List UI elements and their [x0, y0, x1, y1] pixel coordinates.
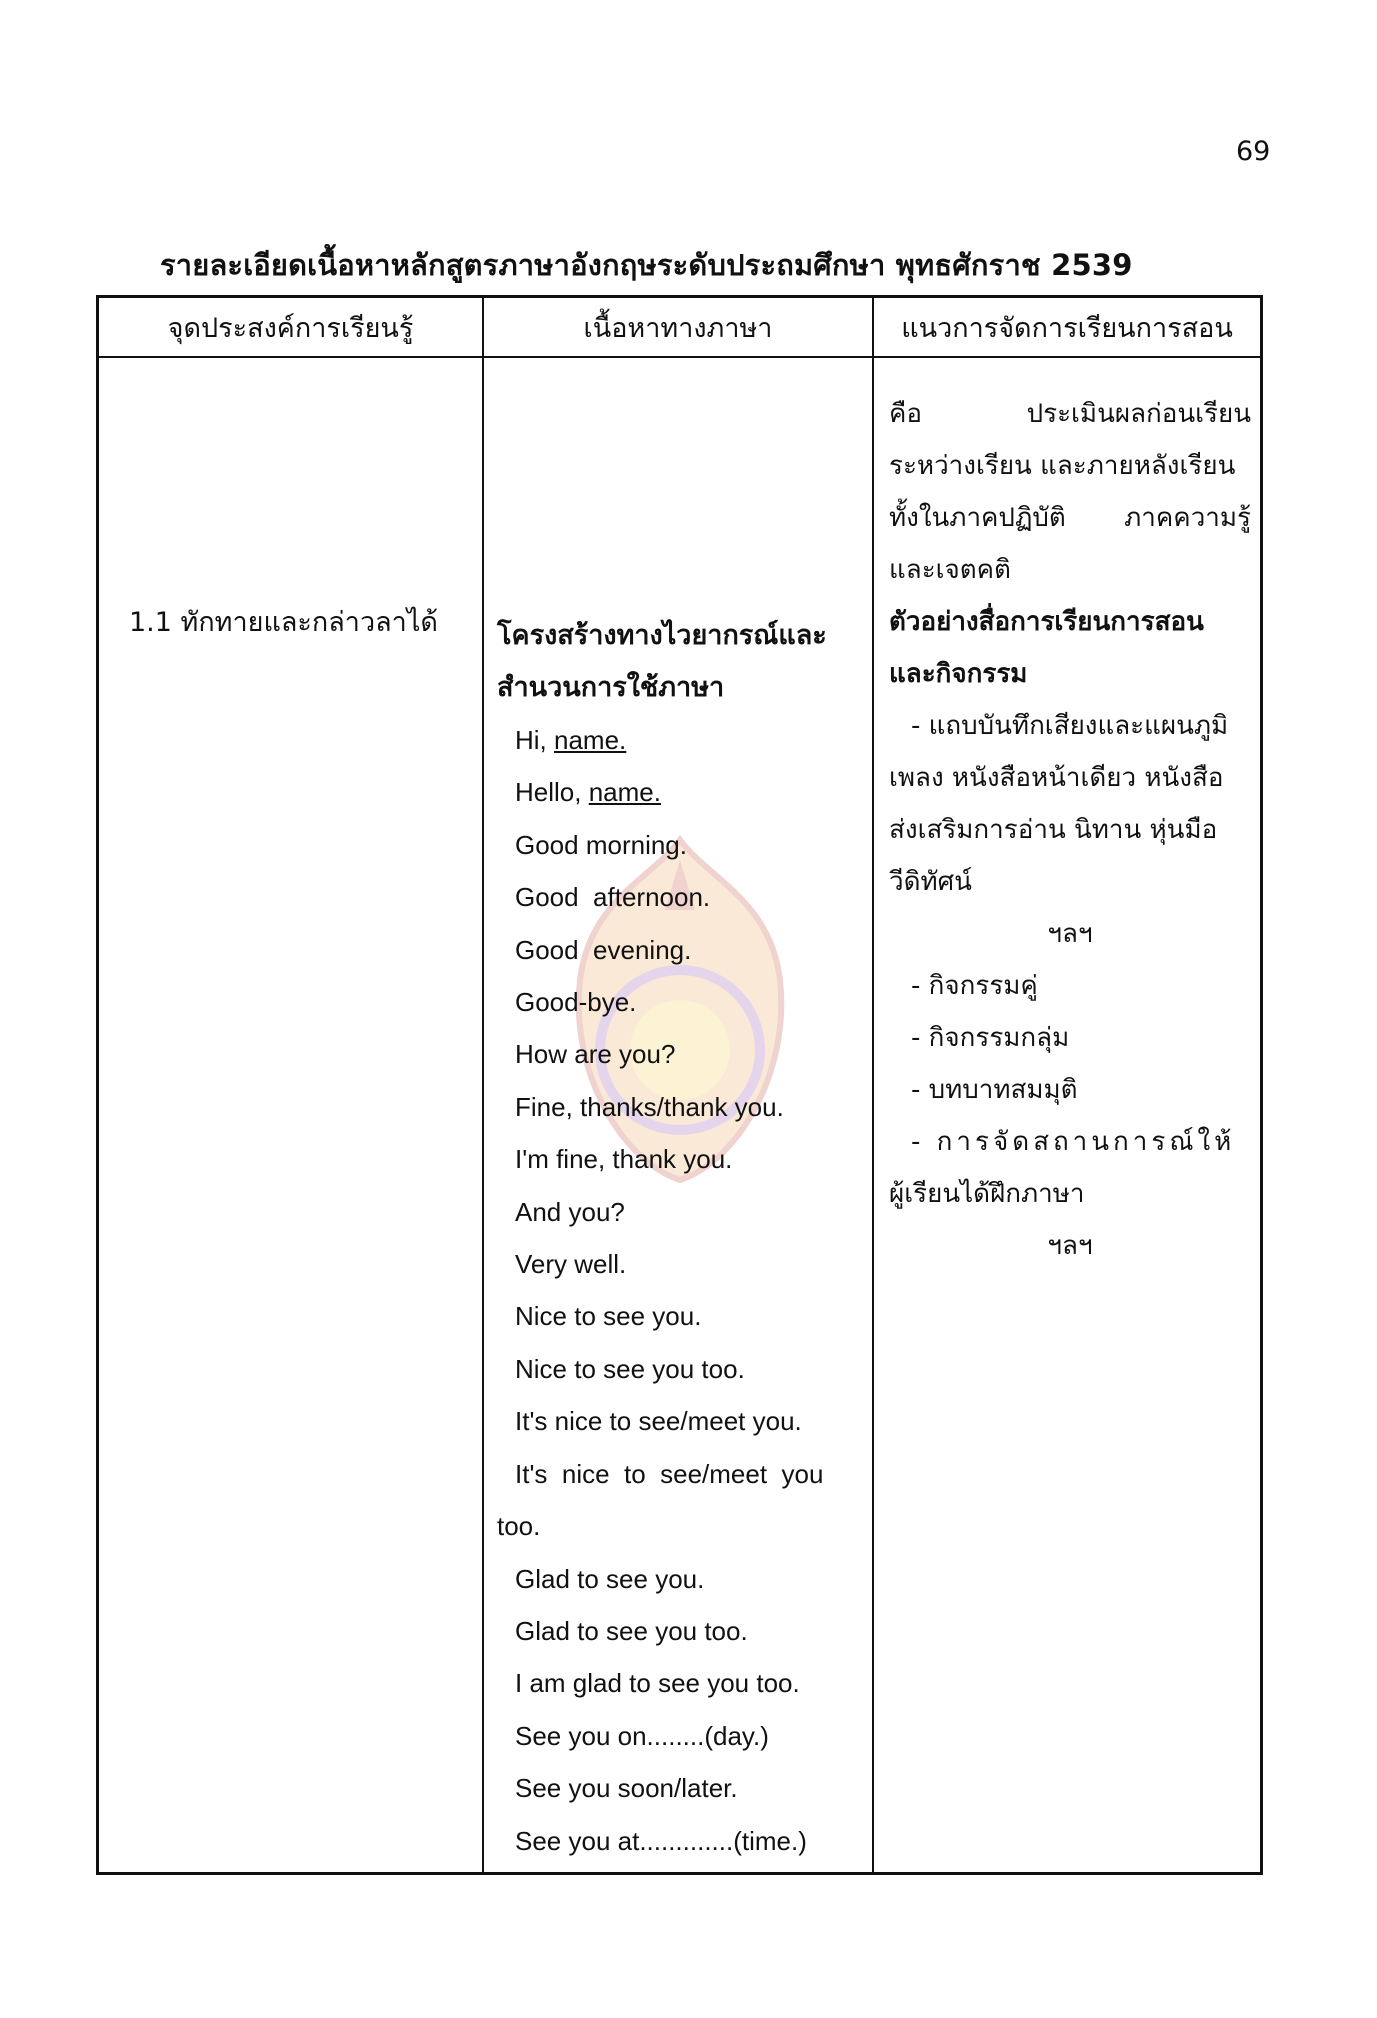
header-divider: [99, 356, 1260, 358]
page-number: 69: [1236, 136, 1271, 167]
expression-line: I am glad to see you too.: [515, 1668, 800, 1699]
expression-line: How are you?: [515, 1039, 676, 1070]
content-heading: โครงสร้างทางไวยากรณ์และ: [497, 620, 827, 651]
media-heading: และกิจกรรม: [889, 659, 1028, 689]
expression-line: Fine, thanks/thank you.: [515, 1091, 784, 1122]
guide-line: เพลง หนังสือหน้าเดียว หนังสือ: [889, 763, 1224, 793]
guide-line: และเจตคติ: [889, 555, 1011, 585]
media-heading: ตัวอย่างสื่อการเรียนการสอน: [889, 607, 1204, 637]
expression-line: See you on........(day.): [515, 1720, 769, 1751]
content-heading: สำนวนการใช้ภาษา: [497, 672, 725, 703]
expression-line: See you at.............(time.): [515, 1825, 807, 1856]
etc-mark: ฯลฯ: [1047, 919, 1093, 949]
expression-line: Nice to see you too.: [515, 1353, 745, 1384]
expression-line: too.: [497, 1511, 541, 1542]
expression-line: Hi, name.: [515, 725, 627, 755]
expression-line: Nice to see you.: [515, 1301, 702, 1332]
expression-line: I'm fine, thank you.: [515, 1144, 733, 1175]
expression-line: See you soon/later.: [515, 1773, 738, 1804]
expression-line: It's nice to see/meet you: [515, 1458, 824, 1489]
guide-line: ส่งเสริมการอ่าน นิทาน หุ่นมือ: [889, 815, 1218, 845]
guide-line: วีดิทัศน์: [889, 867, 972, 897]
expression-line: Good-bye.: [515, 987, 637, 1018]
expression-line: Good afternoon.: [515, 882, 711, 913]
expression-line: Hello, name.: [515, 777, 661, 808]
activity-item: - กิจกรรมคู่: [911, 971, 1038, 1001]
column-divider: [482, 298, 484, 1872]
expression-line: Glad to see you too.: [515, 1615, 748, 1646]
guide-line: ทั้งในภาคปฏิบัติ ภาคความรู้: [889, 503, 1251, 533]
objective-text: 1.1 ทักทายและกล่าวลาได้: [129, 607, 438, 638]
header-teaching-guide: แนวการจัดการเรียนการสอน: [901, 312, 1233, 344]
activity-item: - บทบาทสมมุติ: [911, 1075, 1078, 1105]
guide-line: คือ ประเมินผลก่อนเรียน: [889, 399, 1251, 429]
expression-line: Very well.: [515, 1249, 627, 1280]
name-placeholder: name.: [554, 725, 627, 755]
etc-mark: ฯลฯ: [1047, 1231, 1093, 1261]
expression-line: Glad to see you.: [515, 1563, 705, 1594]
expression-line: And you?: [515, 1196, 625, 1227]
expression-line: Good morning.: [515, 829, 687, 860]
curriculum-table: [96, 295, 1263, 1875]
teaching-guide-column: [889, 388, 1251, 1272]
activity-item: - กิจกรรมกลุ่ม: [911, 1023, 1070, 1053]
guide-line: ระหว่างเรียน และภายหลังเรียน: [889, 451, 1236, 481]
header-objectives: จุดประสงค์การเรียนรู้: [167, 312, 414, 344]
header-content: เนื้อหาทางภาษา: [583, 312, 773, 344]
activity-item: - การจัดสถานการณ์ให้: [911, 1127, 1236, 1157]
activity-item: ผู้เรียนได้ฝึกภาษา: [889, 1179, 1085, 1209]
document-title: รายละเอียดเนื้อหาหลักสูตรภาษาอังกฤษระดับประถมศึกษา พุทธศักราช 2539: [160, 248, 1133, 282]
expression-line: Good evening.: [515, 934, 692, 965]
guide-line: - แถบบันทึกเสียงและแผนภูมิ: [911, 711, 1229, 741]
expression-line: It's nice to see/meet you.: [515, 1406, 802, 1437]
name-placeholder: name.: [588, 777, 661, 808]
